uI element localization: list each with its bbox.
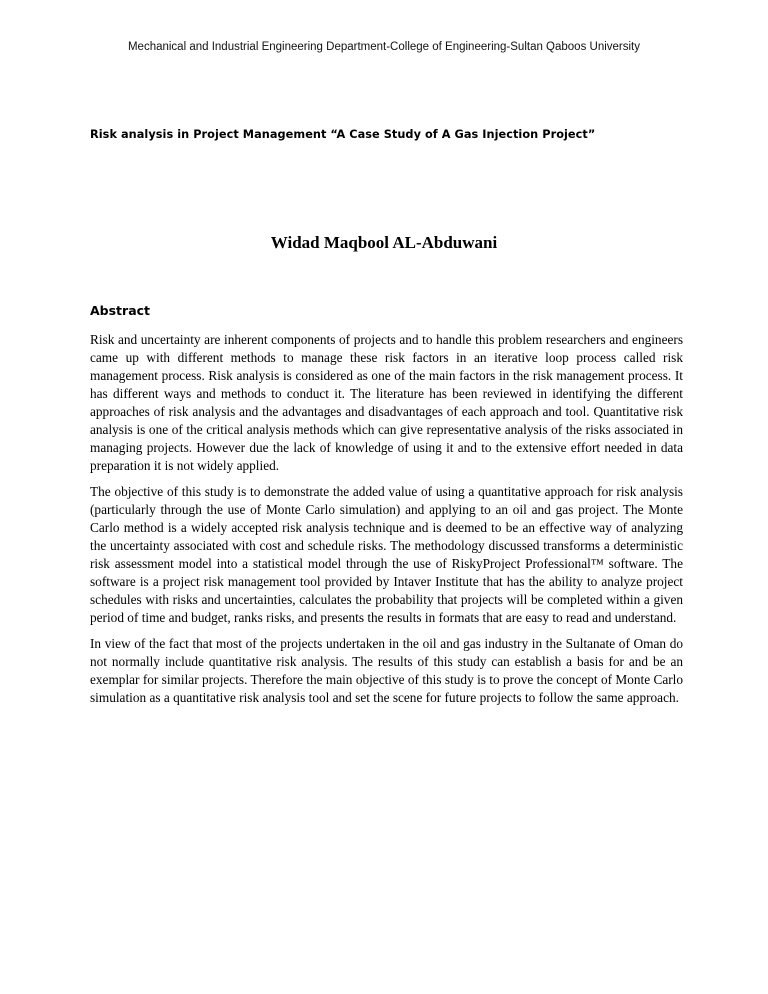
abstract-heading: Abstract [90, 303, 151, 318]
abstract-paragraph-2: The objective of this study is to demonstrate the added value of using a quantitative approach for risk analysis (particularly through the use of Monte Carlo simulation) and applying to an oil and gas project. The Monte Carlo method is a widely accepted risk analysis technique and is deemed to be an effective way of analyzing the uncertainty associated with cost and schedule risks. The methodology discussed transforms a deterministic risk assessment model into a statistical model through the use of RiskyProject Professional™ software. The software is a project risk management tool provided by Intaver Institute that has the ability to analyze project schedules with risks and uncertainties, calculates the probability that projects will be completed within a given period of time and budget, ranks risks, and presents the results in formats that are easy to read and understand. [90, 484, 683, 625]
abstract-paragraph-1: Risk and uncertainty are inherent components of projects and to handle this problem researchers and engineers came up with different methods to manage these risk factors in an iterative loop process called risk management process. Risk analysis is considered as one of the main factors in the risk management process. It has different ways and methods to conduct it. The literature has been reviewed in identifying the different approaches of risk analysis and the advantages and disadvantages of each approach and tool. Quantitative risk analysis is one of the critical analysis methods which can give representative analysis of the risks associated in managing projects. However due the lack of knowledge of using it and to the extensive effort needed in data preparation it is not widely applied. [90, 332, 683, 473]
abstract-body [90, 331, 683, 715]
paper-title: Risk analysis in Project Management “A Case Study of A Gas Injection Project” [90, 128, 596, 141]
abstract-paragraph-3: In view of the fact that most of the projects undertaken in the oil and gas industry in the Sultanate of Oman do not normally include quantitative risk analysis. The results of this study can establish a basis for and be an exemplar for similar projects. Therefore the main objective of this study is to prove the concept of Monte Carlo simulation as a quantitative risk analysis tool and set the scene for future projects to follow the same approach. [90, 636, 683, 705]
page-header: Mechanical and Industrial Engineering Department-College of Engineering-Sultan Qaboos University [127, 41, 641, 53]
author-name: Widad Maqbool AL-Abduwani [270, 233, 498, 252]
